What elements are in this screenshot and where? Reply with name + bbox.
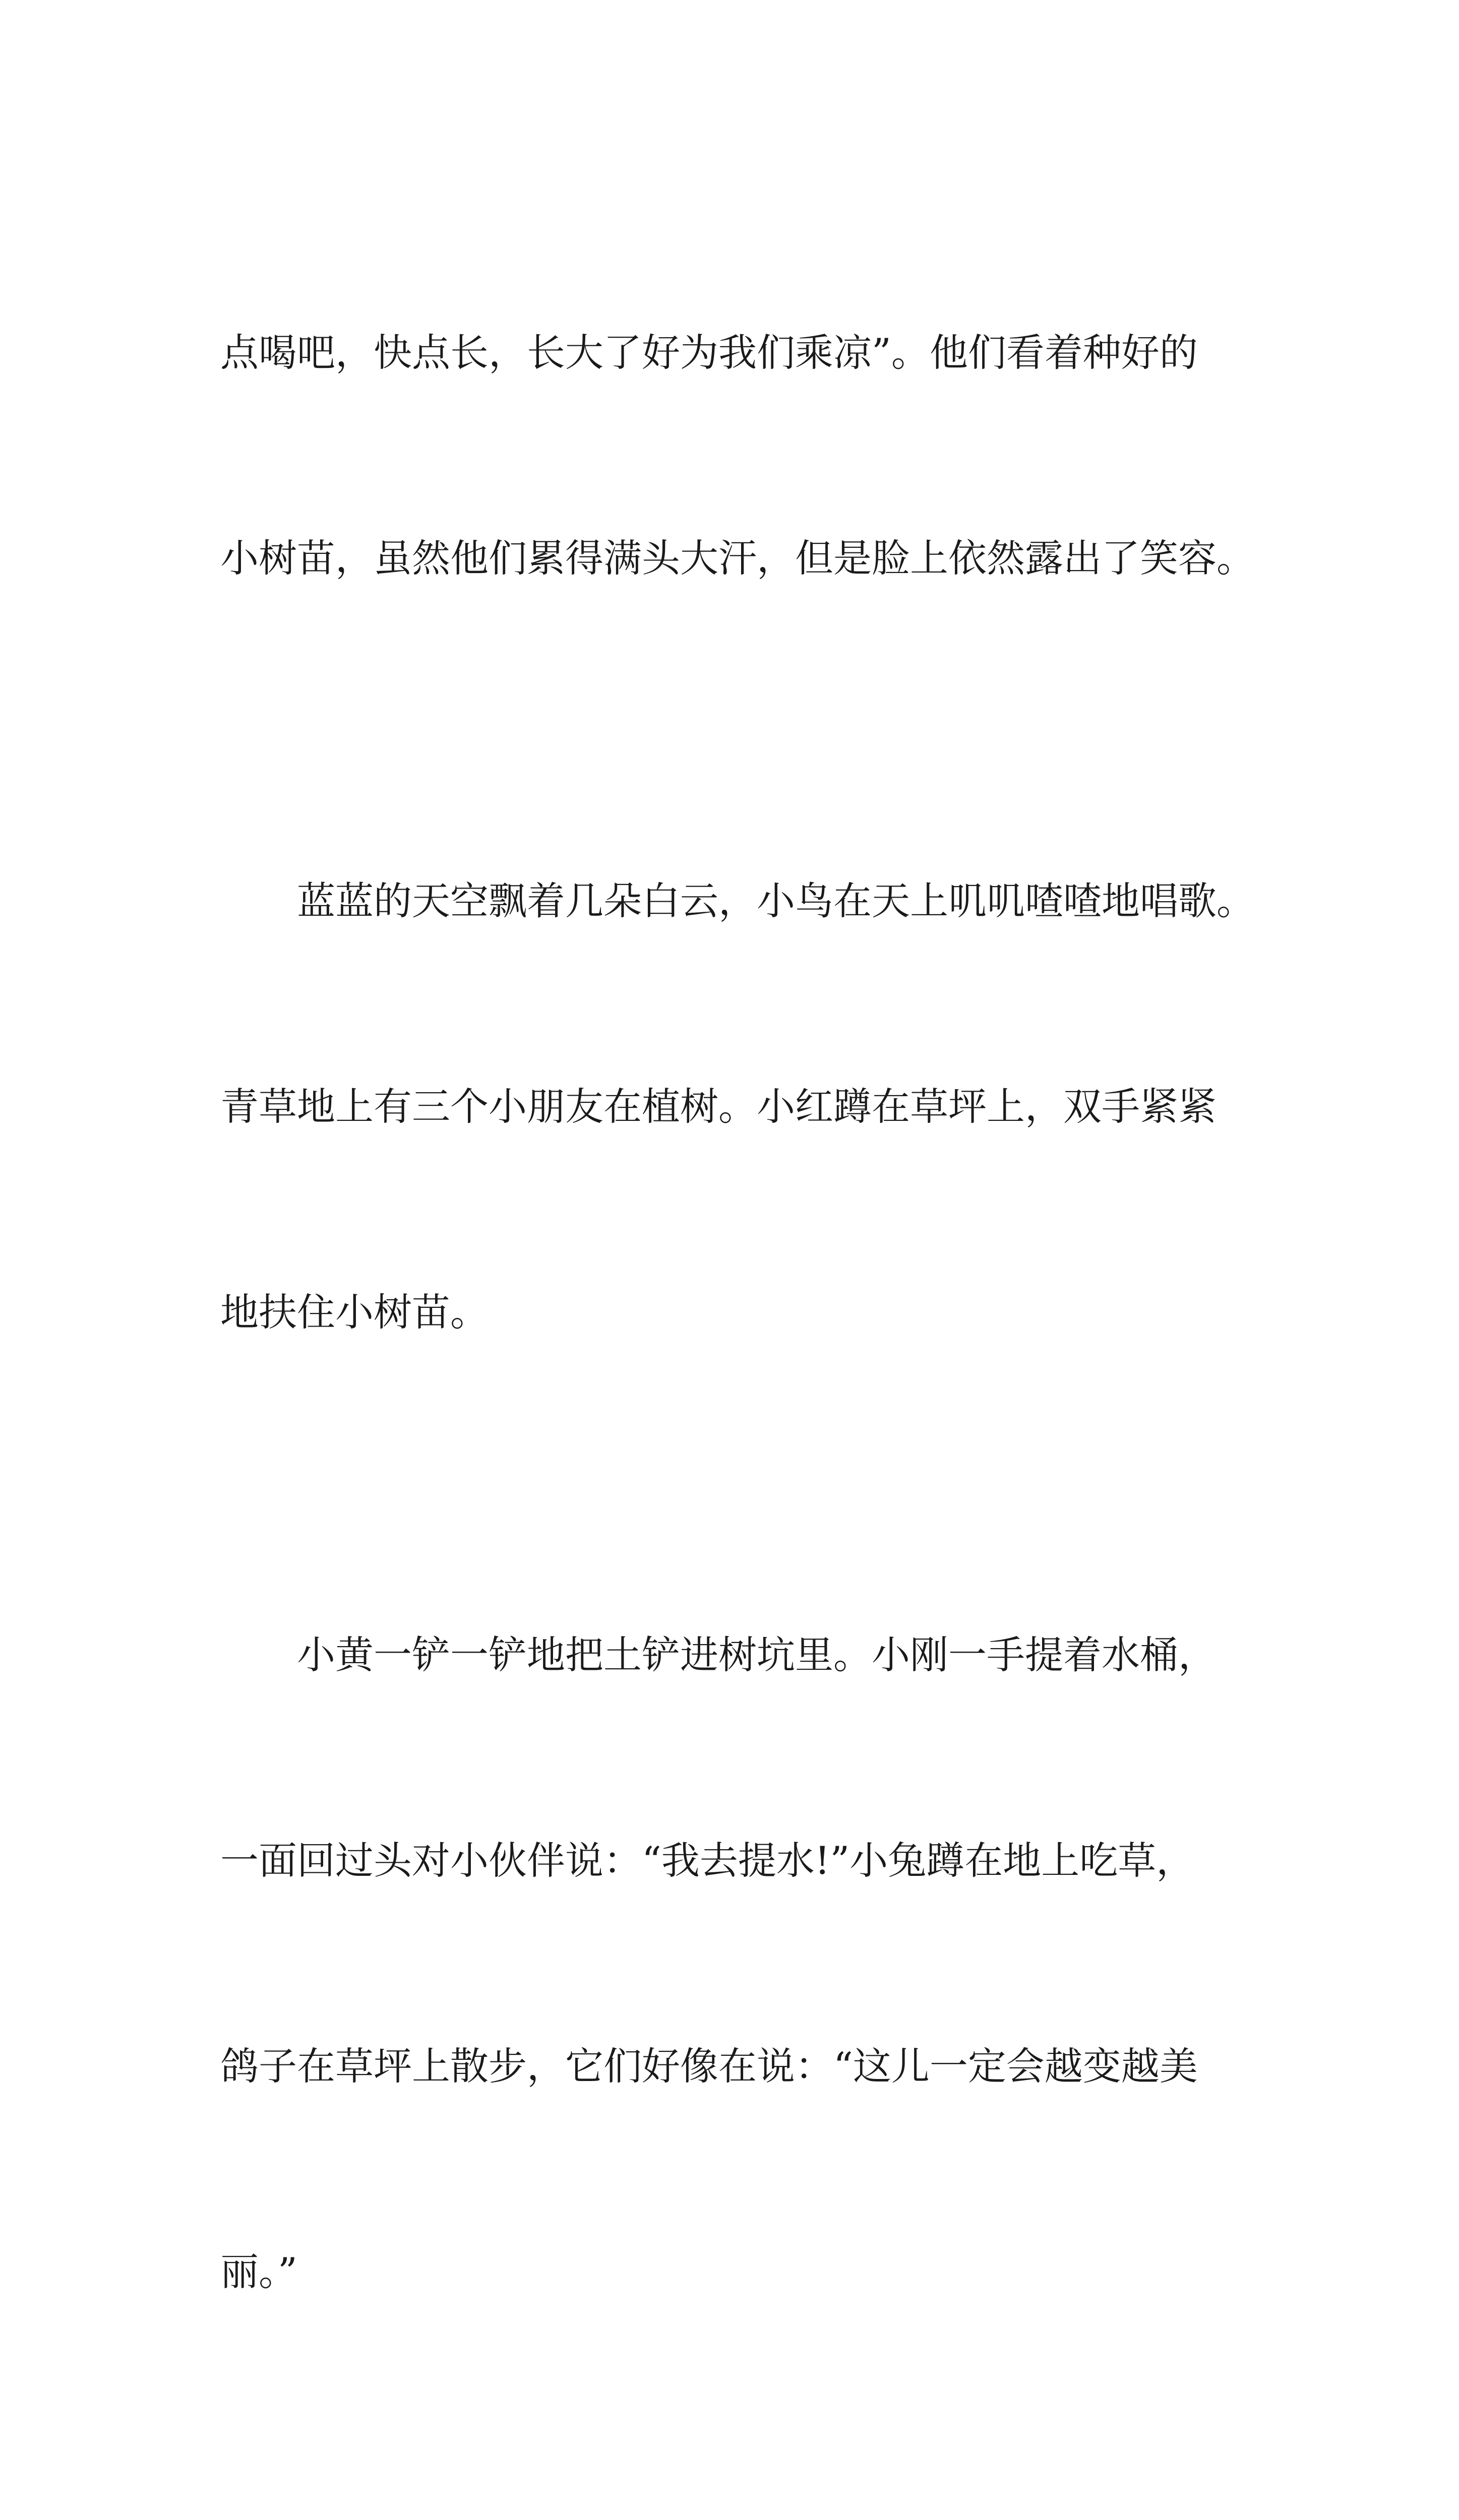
paragraph-xiaohuang — [220, 1484, 1244, 2443]
text-line: 蓝蓝的天空飘着几朵白云，小鸟在天上叽叽喳喳地唱歌。 — [297, 878, 1255, 923]
document-body — [220, 181, 1255, 2520]
paragraph-continued-watering — [220, 181, 1255, 730]
paragraph-blue-sky — [220, 730, 1255, 1484]
text-line: 地扶住小树苗。 — [220, 1290, 489, 1335]
text-line: 青草地上有三个小朋友在植树。小红蹲在草坪上，双手紧紧 — [220, 1084, 1217, 1129]
text-line: 小树苗，虽然他们累得满头大汗，但是脸上依然露出了笑容。 — [220, 536, 1255, 581]
text-line: 丽。” — [220, 2249, 297, 2294]
text-line: 点喝吧，快点长，长大了好为我们乘凉”。他们看着种好的 — [220, 330, 1198, 375]
text-line: 一面回过头对小伙伴说：“我去提水!”小兔蹲在地上吃草， — [220, 1838, 1195, 1883]
text-line: 小黄一铲一铲地把土铲进树坑里。小刚一手提着水桶， — [297, 1632, 1217, 1677]
text-line: 鸽子在草坪上散步，它们好像在说：“这儿一定会越变越美 — [220, 2044, 1198, 2089]
section-heading — [220, 2443, 1244, 2520]
